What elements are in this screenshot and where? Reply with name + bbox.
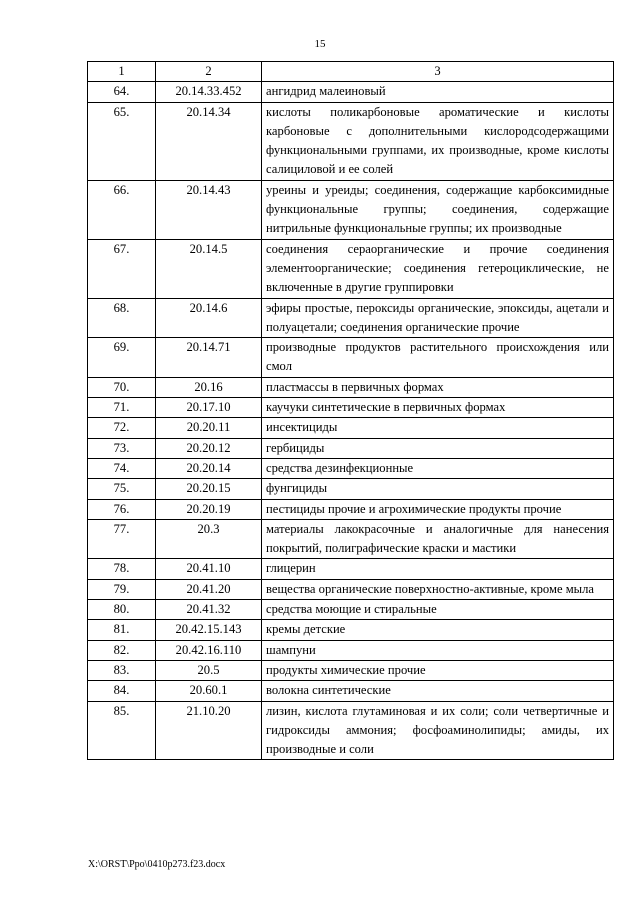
table-row (88, 559, 614, 579)
table-row (88, 579, 614, 599)
okpd-code-cell: 20.41.32 (156, 600, 262, 620)
product-description-cell: глицерин (262, 559, 614, 579)
row-number-cell: 73. (88, 438, 156, 458)
okpd-code-cell: 20.42.15.143 (156, 620, 262, 640)
row-number-cell: 77. (88, 519, 156, 559)
okpd-code-cell: 20.20.14 (156, 458, 262, 478)
table-row (88, 239, 614, 298)
okpd-code-cell: 20.20.19 (156, 499, 262, 519)
okpd-code-cell: 20.17.10 (156, 398, 262, 418)
page-number: 15 (314, 38, 326, 50)
table-row (88, 479, 614, 499)
table-row (88, 519, 614, 559)
okpd-code-cell: 20.41.20 (156, 579, 262, 599)
product-description-cell: продукты химические прочие (262, 660, 614, 680)
table-row (88, 298, 614, 338)
row-number-cell: 85. (88, 701, 156, 760)
row-number-cell: 84. (88, 681, 156, 701)
okpd-code-cell: 20.5 (156, 660, 262, 680)
footer-file-path: X:\ORST\Ppo\0410p273.f23.docx (88, 859, 226, 870)
table-row (88, 180, 614, 239)
okpd-code-cell: 20.14.34 (156, 102, 262, 180)
product-description-cell: волокна синтетические (262, 681, 614, 701)
table-row (88, 660, 614, 680)
product-description-cell: пестициды прочие и агрохимические продукты прочие (262, 499, 614, 519)
product-description-cell: средства дезинфекционные (262, 458, 614, 478)
row-number-cell: 75. (88, 479, 156, 499)
row-number-cell: 64. (88, 82, 156, 102)
okpd-code-cell: 20.14.43 (156, 180, 262, 239)
product-description-cell: средства моющие и стиральные (262, 600, 614, 620)
table-row (88, 102, 614, 180)
product-description-cell: кремы детские (262, 620, 614, 640)
row-number-cell: 68. (88, 298, 156, 338)
row-number-cell: 83. (88, 660, 156, 680)
row-number-cell: 69. (88, 338, 156, 378)
table-row (88, 620, 614, 640)
okpd-code-cell: 20.14.33.452 (156, 82, 262, 102)
okpd-code-cell: 20.20.11 (156, 418, 262, 438)
okpd-code-cell: 20.14.6 (156, 298, 262, 338)
okpd-code-cell: 20.20.15 (156, 479, 262, 499)
row-number-cell: 80. (88, 600, 156, 620)
product-description-cell: фунгициды (262, 479, 614, 499)
row-number-cell: 72. (88, 418, 156, 438)
product-description-cell: эфиры простые, пероксиды органические, эпоксиды, ацетали и полуацетали; соединения органические прочие (262, 298, 614, 338)
table-header-row (88, 62, 614, 82)
table-row (88, 458, 614, 478)
okpd-code-cell: 20.14.71 (156, 338, 262, 378)
product-description-cell: гербициды (262, 438, 614, 458)
product-description-cell: шампуни (262, 640, 614, 660)
row-number-cell: 71. (88, 398, 156, 418)
column-header-number: 1 (88, 62, 156, 82)
row-number-cell: 78. (88, 559, 156, 579)
product-description-cell: материалы лакокрасочные и аналогичные для нанесения покрытий, полиграфические краски и мастики (262, 519, 614, 559)
table-row (88, 701, 614, 760)
product-description-cell: вещества органические поверхностно-активные, кроме мыла (262, 579, 614, 599)
table-row (88, 600, 614, 620)
product-description-cell: каучуки синтетические в первичных формах (262, 398, 614, 418)
row-number-cell: 65. (88, 102, 156, 180)
table-body (88, 82, 614, 760)
product-description-cell: производные продуктов растительного происхождения или смол (262, 338, 614, 378)
row-number-cell: 66. (88, 180, 156, 239)
row-number-cell: 70. (88, 377, 156, 397)
table-row (88, 82, 614, 102)
column-header-code: 2 (156, 62, 262, 82)
products-table (87, 61, 614, 760)
row-number-cell: 74. (88, 458, 156, 478)
table-row (88, 499, 614, 519)
product-description-cell: лизин, кислота глутаминовая и их соли; соли четвертичные и гидроксиды аммония; фосфоаминолипиды; амиды, их производные и соли (262, 701, 614, 760)
okpd-code-cell: 20.42.16.110 (156, 640, 262, 660)
okpd-code-cell: 20.20.12 (156, 438, 262, 458)
row-number-cell: 76. (88, 499, 156, 519)
column-header-description: 3 (262, 62, 614, 82)
table-row (88, 377, 614, 397)
product-description-cell: уреины и уреиды; соединения, содержащие карбоксимидные функциональные группы; соединения, содержащие нитрильные функциональные группы; их производные (262, 180, 614, 239)
okpd-code-cell: 20.14.5 (156, 239, 262, 298)
row-number-cell: 79. (88, 579, 156, 599)
row-number-cell: 67. (88, 239, 156, 298)
row-number-cell: 81. (88, 620, 156, 640)
product-description-cell: кислоты поликарбоновые ароматические и кислоты карбоновые с дополнительными кислородсодержащими функциональными группами, их производные, кроме кислоты салициловой и ее солей (262, 102, 614, 180)
table-row (88, 338, 614, 378)
table-row (88, 398, 614, 418)
table-row (88, 681, 614, 701)
table-row (88, 640, 614, 660)
table-row (88, 438, 614, 458)
product-description-cell: ангидрид малеиновый (262, 82, 614, 102)
okpd-code-cell: 20.41.10 (156, 559, 262, 579)
product-description-cell: пластмассы в первичных формах (262, 377, 614, 397)
product-description-cell: инсектициды (262, 418, 614, 438)
okpd-code-cell: 20.3 (156, 519, 262, 559)
okpd-code-cell: 21.10.20 (156, 701, 262, 760)
row-number-cell: 82. (88, 640, 156, 660)
table-row (88, 418, 614, 438)
product-description-cell: соединения сераорганические и прочие соединения элементоорганические; соединения гетероциклические, не включенные в другие группировки (262, 239, 614, 298)
okpd-code-cell: 20.16 (156, 377, 262, 397)
okpd-code-cell: 20.60.1 (156, 681, 262, 701)
